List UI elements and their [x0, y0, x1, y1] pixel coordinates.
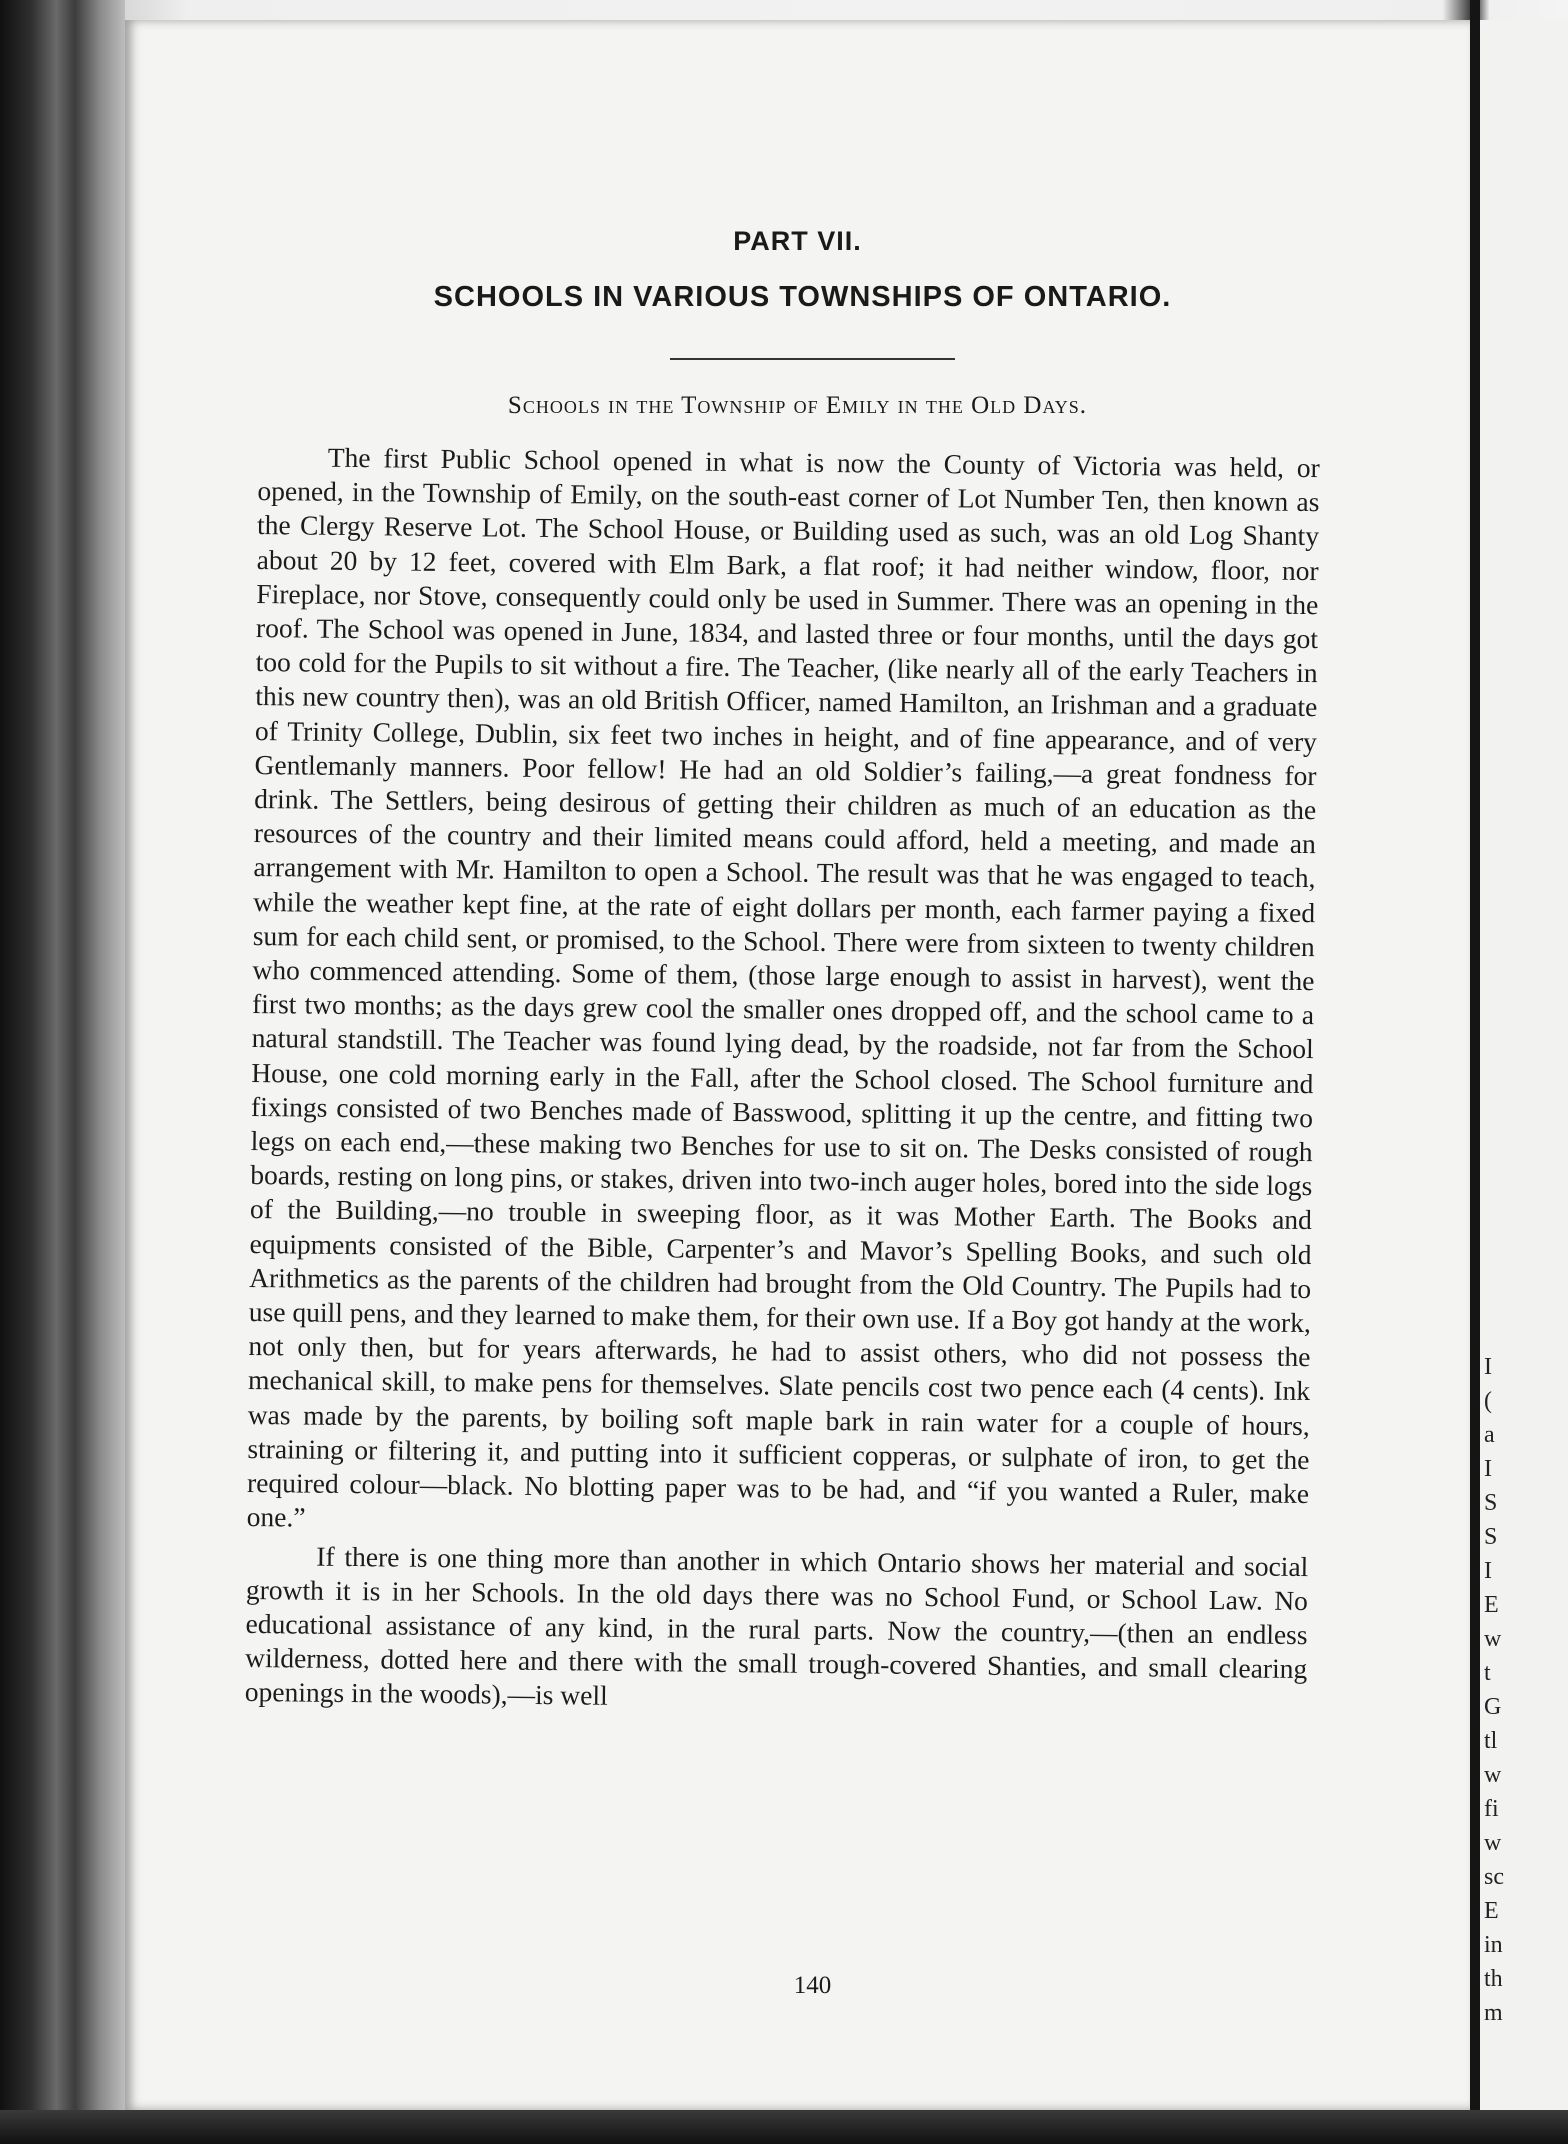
next-page-letter: tl: [1484, 1728, 1498, 1754]
book-spine: [0, 0, 125, 2144]
paragraph: If there is one thing more than another in which Ontario shows her material and social growth it is in her Schools. In the old days there was no School Fund, or School Law. No educational assistance of any kind, in the rural parts. Now the country,—(then an endless wilderness, dotted here and there with the small trough-covered Shanties, and small clearing openings in the woods),—is well: [244, 1540, 1309, 1712]
next-page-letter: sc: [1484, 1864, 1504, 1890]
next-page-letter: E: [1484, 1592, 1499, 1618]
next-page-letter: w: [1484, 1830, 1502, 1856]
next-page-letter: G: [1484, 1694, 1502, 1720]
next-page-letter: w: [1484, 1762, 1502, 1788]
next-page-letter: I: [1484, 1558, 1492, 1584]
next-page-letter: th: [1484, 1966, 1503, 1992]
next-page-letter: I: [1484, 1456, 1492, 1482]
next-page-letter: w: [1484, 1626, 1502, 1652]
next-page-letter: S: [1484, 1524, 1498, 1550]
part-heading: PART VII.: [733, 226, 862, 256]
paragraph: The first Public School opened in what is now the County of Victoria was held, or opened, in the Township of Emily, on the south-east corner of Lot Number Ten, then known as the Clergy Reserve Lot. The School House, or Building used as such, was an old Log Shanty about 20 by 12 feet, covered with Elm Bark, a flat roof; it had neither window, floor, nor Fireplace, nor Stove, consequently could only be used in Summer. There was an opening in the roof. The School was opened in June, 1834, and lasted three or four months, until the days got too cold for the Pupils to sit without a fire. The Teacher, (like nearly all of the early Teachers in this new country then), was an old British Officer, named Hamilton, an Irishman and a graduate of Trinity College, Dublin, six feet two inches in height, and of fine appearance, and of very Gentlemanly manners. Poor fellow! He had an old Soldier’s failing,—a great fondness for drink. The Settlers, being desirous of getting their children as much of an education as the resources of the country and their limited means could afford, held a meeting, and made an arrangement with Mr. Hamilton to open a School. The result was that he was engaged to teach, while the weather kept fine, at the rate of eight dollars per month, each farmer paying a fixed sum for each child sent, or promised, to the School. There were from sixteen to twenty children who commenced attending. Some of them, (those large enough to assist in harvest), went the first two months; as the days grew cool the smaller ones dropped off, and the school came to a natural standstill. The Teacher was found lying dead, by the roadside, not far from the School House, one cold morning early in the Fall, after the School closed. The School furniture and fixings consisted of two Benches made of Basswood, splitting it up the centre, and fitting two legs on each end,—these making two Benches for use to sit on. The Desks consisted of rough boards, resting on long pins, or stakes, driven into two-inch auger holes, bored into the side logs of the Building,—no trouble in sweeping floor, as it was Mother Earth. The Books and equipments consisted of the Bible, Carpenter’s and Mavor’s Spelling Books, and such old Arithmetics as the parents of the children had brought from the Old Country. The Pupils had to use quill pens, and they learned to make them, for their own use. If a Boy got handy at the work, not only then, but for years afterwards, he had to assist others, who did not possess the mechanical skill, to make pens for themselves. Slate pencils cost two pence each (4 cents). Ink was made by the parents, by boiling soft maple bark in rain water for a couple of hours, straining or filtering it, and putting into it sufficient copperas, or sulphate of iron, to get the required colour—black. No blotting paper was to be had, and “if you wanted a Ruler, make one.”: [246, 441, 1320, 1533]
next-page-letter: m: [1484, 2000, 1503, 2026]
next-page-letters: [1480, 1350, 1568, 2030]
chapter-title: SCHOOLS IN VARIOUS TOWNSHIPS OF ONTARIO.: [433, 281, 1172, 313]
next-page-letter: E: [1484, 1898, 1499, 1924]
page-gutter: [1470, 0, 1480, 2144]
next-page-letter: t: [1484, 1660, 1491, 1686]
next-page-letter: S: [1484, 1490, 1498, 1516]
section-title: Schools in the Township of Emily in the Old Days.: [507, 392, 1088, 419]
next-page-letter: in: [1484, 1932, 1503, 1958]
next-page-letter: a: [1484, 1422, 1495, 1448]
next-page-letter: fi: [1484, 1796, 1499, 1822]
body-text: [245, 440, 1320, 1721]
page-number: 140: [793, 1972, 832, 1999]
next-page-letter: (: [1484, 1388, 1492, 1414]
bottom-shadow: [0, 2110, 1568, 2144]
next-page-letter: I: [1484, 1354, 1492, 1380]
title-divider: [670, 358, 955, 360]
next-page-edge: [1480, 20, 1568, 2110]
